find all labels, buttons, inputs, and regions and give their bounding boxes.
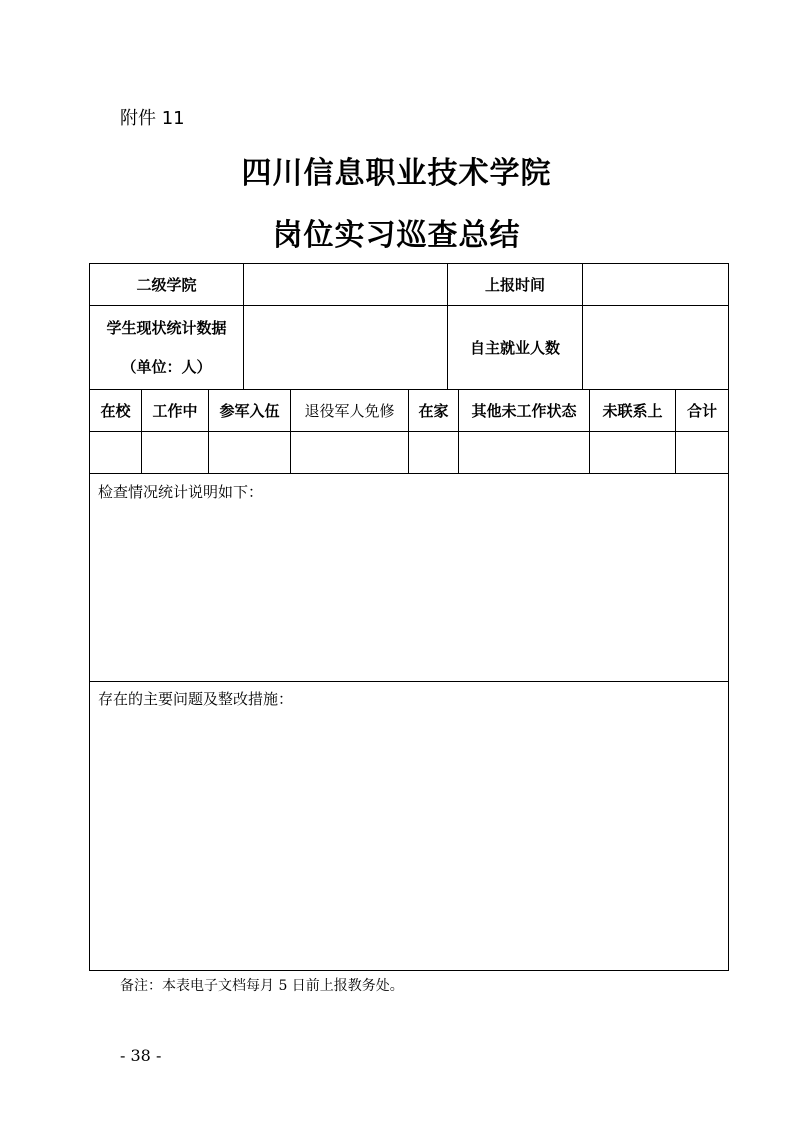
status-value-field[interactable]	[142, 432, 208, 473]
status-value-field[interactable]	[90, 432, 141, 473]
stats-label-line2: （单位：人）	[121, 357, 212, 376]
status-value-field[interactable]	[676, 432, 728, 473]
attachment-label: 附件 11	[120, 108, 185, 129]
report-time-field[interactable]	[583, 264, 728, 305]
status-header: 未联系上	[602, 402, 663, 420]
status-header: 工作中	[152, 402, 198, 420]
inspection-summary-form	[89, 263, 729, 971]
inspection-label: 检查情况统计说明如下：	[98, 483, 264, 501]
status-header: 参军入伍	[219, 402, 280, 420]
status-header: 在校	[100, 402, 131, 420]
document-title: 四川信息职业技术学院	[241, 156, 552, 191]
document-subtitle: 岗位实习巡查总结	[272, 218, 521, 253]
status-header: 合计	[686, 402, 717, 420]
status-value-field[interactable]	[409, 432, 458, 473]
stats-label-line1: 学生现状统计数据	[106, 318, 227, 337]
status-value-field[interactable]	[459, 432, 589, 473]
issues-text-area[interactable]	[98, 714, 720, 964]
status-value-field[interactable]	[590, 432, 675, 473]
self-employed-label: 自主就业人数	[469, 339, 560, 357]
status-header: 其他未工作状态	[471, 402, 577, 420]
issues-label: 存在的主要问题及整改措施：	[98, 690, 294, 708]
report-time-label: 上报时间	[484, 276, 545, 294]
college-label: 二级学院	[136, 276, 197, 294]
status-value-field[interactable]	[209, 432, 290, 473]
status-value-field[interactable]	[291, 432, 408, 473]
stats-field[interactable]	[244, 306, 447, 389]
status-header: 退役军人免修	[304, 402, 395, 420]
status-header: 在家	[418, 402, 449, 420]
page-number: - 38 -	[120, 1046, 162, 1065]
inspection-text-area[interactable]	[98, 506, 720, 674]
stats-label	[90, 306, 243, 389]
row-divider	[90, 681, 728, 682]
college-field[interactable]	[244, 264, 447, 305]
footnote: 备注：本表电子文档每月 5 日前上报教务处。	[120, 978, 404, 994]
row-divider	[90, 473, 728, 474]
self-employed-field[interactable]	[583, 306, 728, 389]
